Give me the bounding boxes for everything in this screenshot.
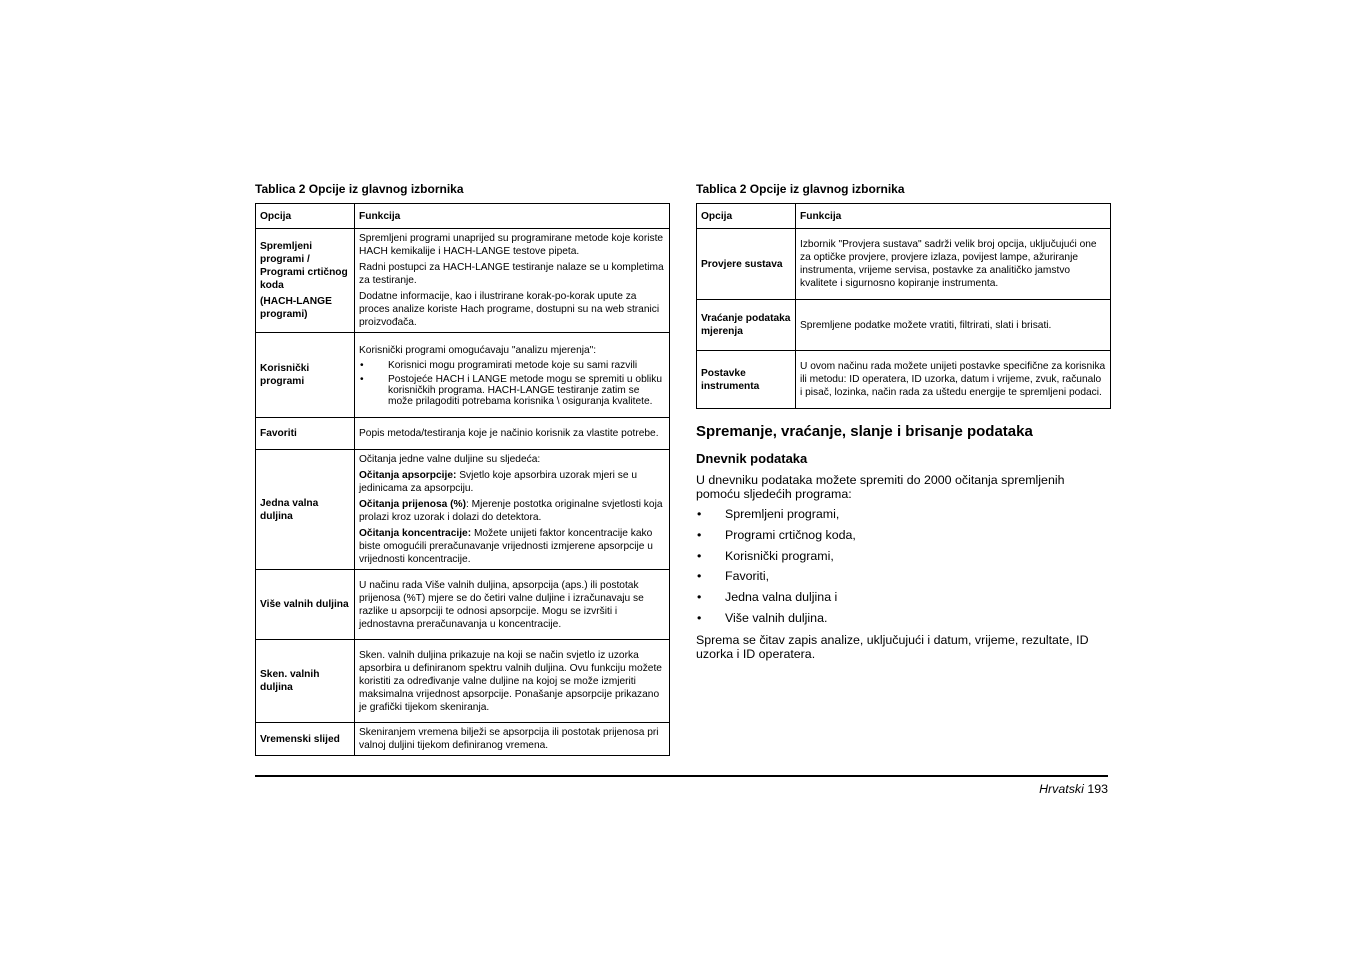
option-cell: Korisnički programi — [256, 333, 355, 418]
function-paragraph — [359, 469, 665, 495]
function-paragraph: Korisnički programi omogućavaju "analizu mjerenja": — [359, 344, 597, 356]
list-item: • Favoriti, — [696, 569, 856, 590]
list-item: • Korisnici mogu programirati metode koje su sami razvili — [359, 360, 665, 371]
term-label: Očitanja koncentracije: — [359, 528, 472, 539]
footer-language: Hrvatski — [1039, 782, 1084, 796]
list-item: • Više valnih duljina. — [696, 611, 856, 632]
section-subheading: Dnevnik podataka — [696, 451, 808, 466]
table-row-favorites — [256, 418, 670, 450]
function-cell: Spremljene podatke možete vratiti, filtrirati, slati i brisati. — [796, 300, 1111, 351]
option-cell — [256, 229, 355, 333]
function-paragraph — [359, 527, 665, 566]
right-table-caption: Tablica 2 Opcije iz glavnog izbornika — [696, 182, 905, 196]
table-row-stored-programs — [256, 229, 670, 333]
table-row-time-course — [256, 723, 670, 756]
term-description: Svjetlo koje apsorbira uzorak mjeri se u jedinicama za apsorpciju. — [359, 470, 638, 494]
section-heading: Spremanje, vraćanje, slanje i brisanje podataka — [696, 423, 1033, 440]
function-cell — [355, 450, 670, 570]
option-cell: Favoriti — [256, 418, 355, 450]
option-cell: Provjere sustava — [697, 229, 796, 300]
term-label: Očitanja apsorpcije: — [359, 470, 457, 481]
intro-paragraph: U dnevniku podataka možete spremiti do 2000 očitanja spremljenih pomoću sljedećih programa: — [696, 473, 1065, 501]
term-label: Očitanja prijenosa (%) — [359, 499, 466, 510]
table-row-user-programs — [256, 333, 670, 418]
function-cell: Sken. valnih duljina prikazuje na koji se način svjetlo iz uzorka apsorbira u definiranom spektru valnih duljina. Ovu funkciju možete koristiti za određivanje valne duljine na kojoj se može izmjeriti maksimalna vrijednost apsorpcije. Ponašanje apsorpcije prikazano je grafički tijekom skeniranja. — [355, 640, 670, 723]
function-cell: U načinu rada Više valnih duljina, apsorpcija (aps.) ili postotak prijenosa (%T) mjere se do četiri valne duljine i izračunavaju se razlike u apsorpciji te odnosi apsorpcije. Mogu se izvršiti i jednostavna preračunavanja u koncentracije. — [355, 570, 670, 640]
column-header-option: Opcija — [256, 204, 355, 229]
column-header-option: Opcija — [697, 204, 796, 229]
function-cell — [355, 333, 670, 418]
function-paragraph: Očitanja jedne valne duljine su sljedeća: — [359, 454, 541, 465]
table-header-row — [256, 204, 670, 229]
table-row-instrument-setup — [697, 351, 1111, 409]
list-item: • Spremljeni programi, — [696, 507, 856, 528]
function-cell: Skeniranjem vremena bilježi se apsorpcija ili postotak prijenosa pri valnoj duljini tijekom definiranog vremena. — [355, 723, 670, 756]
function-cell: Popis metoda/testiranja koje je načinio korisnik za vlastite potrebe. — [355, 418, 670, 450]
outro-paragraph: Sprema se čitav zapis analize, uključujući i datum, vrijeme, rezultate, ID uzorka i ID operatera. — [696, 633, 1089, 661]
table-row-system-checks — [697, 229, 1111, 300]
page-footer — [1039, 782, 1108, 796]
table-row-recall-data — [697, 300, 1111, 351]
option-sublabel: (HACH-LANGE programi) — [260, 296, 332, 320]
list-item: • Korisnički programi, — [696, 549, 856, 570]
option-cell: Jedna valna duljina — [256, 450, 355, 570]
footer-rule — [255, 775, 1108, 777]
function-paragraph: Radni postupci za HACH-LANGE testiranje nalaze se u kompletima za testiranje. — [359, 262, 664, 286]
list-item: • Programi crtičnog koda, — [696, 528, 856, 549]
function-paragraph: Spremljeni programi unaprijed su programirane metode koje koriste HACH kemikalije i HACH-LANGE testove pipeta. — [359, 233, 664, 257]
term-description: : Mjerenje postotka originalne svjetlosti koja prolazi kroz uzorak i dolazi do detektora. — [359, 499, 663, 523]
term-description: Možete unijeti faktor koncentracije kako biste omogućili preračunavanje vrijednosti izmjerene apsorpcije u vrijednosti koncentracije. — [359, 528, 653, 565]
table-row-multi-wavelength — [256, 570, 670, 640]
left-options-table — [255, 203, 670, 756]
list-item: • Postojeće HACH i LANGE metode mogu se spremiti u obliku korisničkih programa. HACH-LANGE testiranje zatim se može prilagoditi potrebama korisnika \ osiguranja kvalitete. — [359, 374, 665, 407]
option-cell: Sken. valnih duljina — [256, 640, 355, 723]
function-cell: Izbornik "Provjera sustava" sadrži velik broj opcija, uključujući one za optičke provjere, provjere izlaza, povijest lampe, ažuriranje instrumenta, vrijeme servisa, postavke za analitičko jamstvo kvalitete i sigurnosno kopiranje instrumenta. — [796, 229, 1111, 300]
function-paragraph: Dodatne informacije, kao i ilustrirane korak-po-korak upute za proces analize koriste Hach programe, dostupni su na web stranici proizvođača. — [359, 291, 660, 328]
option-label: Spremljeni programi / Programi crtičnog koda — [260, 241, 348, 291]
option-cell: Više valnih duljina — [256, 570, 355, 640]
page-number: 193 — [1087, 782, 1108, 796]
function-cell: U ovom načinu rada možete unijeti postavke specifične za korisnika ili metodu: ID operatera, ID uzorka, datum i vrijeme, zvuk, računalo i pisač, lozinka, način rada za uštedu energije te spremljeni podaci. — [796, 351, 1111, 409]
program-bullet-list — [696, 507, 856, 632]
left-table-caption: Tablica 2 Opcije iz glavnog izbornika — [255, 182, 464, 196]
column-header-function: Funkcija — [796, 204, 1111, 229]
list-item: • Jedna valna duljina i — [696, 590, 856, 611]
function-paragraph — [359, 498, 665, 524]
column-header-function: Funkcija — [355, 204, 670, 229]
table-row-wavelength-scan — [256, 640, 670, 723]
option-cell: Vremenski slijed — [256, 723, 355, 756]
option-cell: Postavke instrumenta — [697, 351, 796, 409]
table-header-row — [697, 204, 1111, 229]
option-cell: Vraćanje podataka mjerenja — [697, 300, 796, 351]
function-cell — [355, 229, 670, 333]
function-bullet-list — [359, 360, 665, 407]
right-options-table — [696, 203, 1111, 409]
table-row-single-wavelength — [256, 450, 670, 570]
